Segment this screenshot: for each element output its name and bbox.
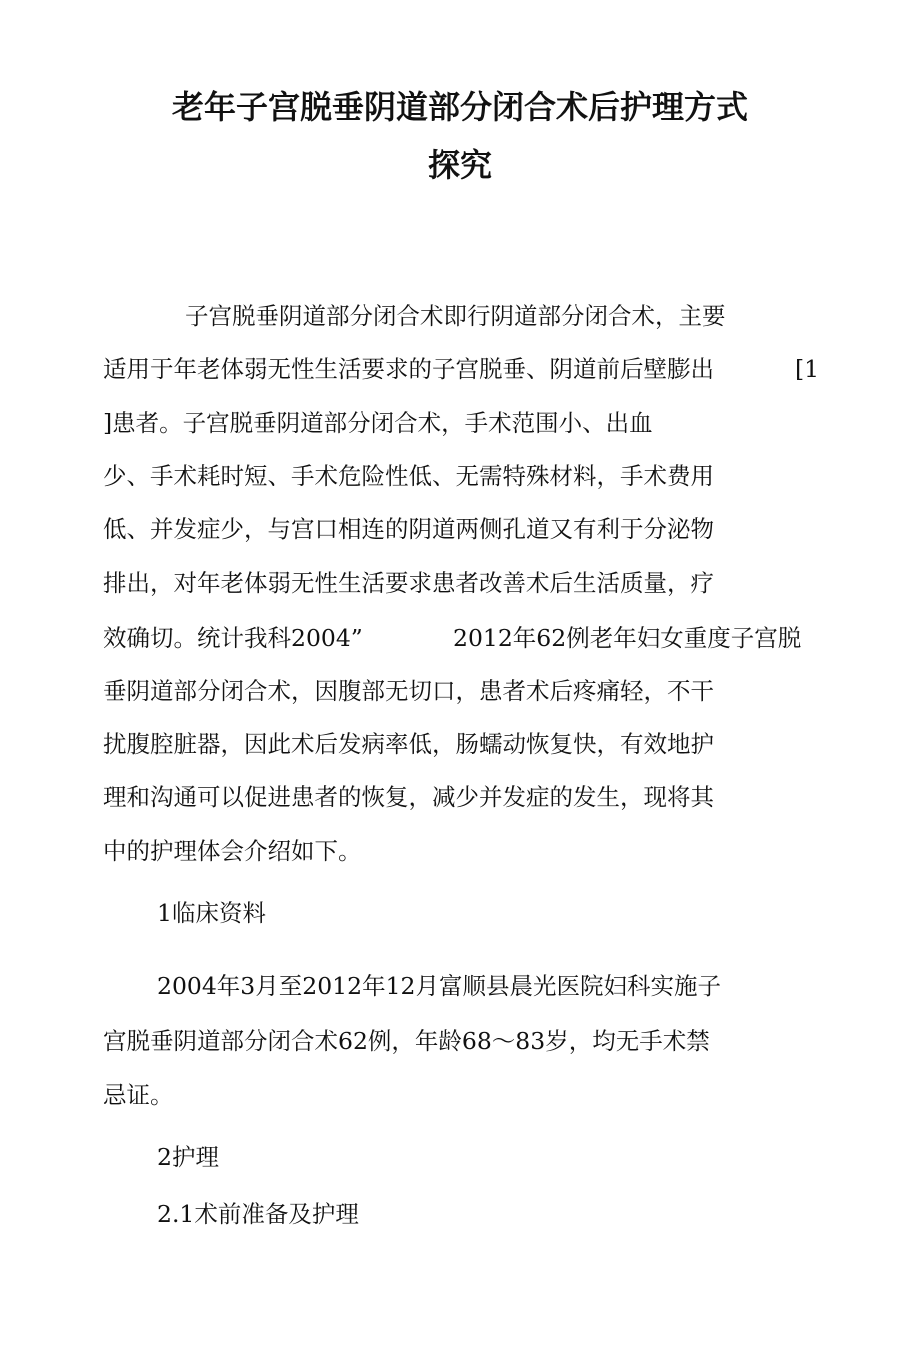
section-heading-preop-nursing: 2.1术前准备及护理: [157, 1200, 359, 1228]
paragraph-line: 2004年3月至2012年12月富顺县晨光医院妇科实施子: [157, 972, 721, 1000]
paragraph-line: ]患者。子宫脱垂阴道部分闭合术，手术范围小、出血: [103, 409, 653, 437]
citation-fragment: [1: [795, 355, 820, 383]
paragraph-line: 排出，对年老体弱无性生活要求患者改善术后生活质量，疗: [103, 569, 714, 597]
paragraph-line: 宫脱垂阴道部分闭合术62例，年龄68～83岁，均无手术禁: [103, 1027, 710, 1055]
document-title-line-2: 探究: [427, 146, 492, 184]
paragraph-line: 理和沟通可以促进患者的恢复，减少并发症的发生，现将其: [103, 783, 714, 811]
section-heading-clinical-data: 1临床资料: [157, 899, 266, 927]
paragraph-line: 中的护理体会介绍如下。: [103, 837, 362, 865]
paragraph-line: 少、手术耗时短、手术危险性低、无需特殊材料，手术费用: [103, 462, 714, 490]
paragraph-line: 低、并发症少，与宫口相连的阴道两侧孔道又有利于分泌物: [103, 515, 714, 543]
section-heading-nursing: 2护理: [157, 1143, 219, 1171]
paragraph-line: 扰腹腔脏器，因此术后发病率低，肠蠕动恢复快，有效地护: [103, 730, 714, 758]
paragraph-line: 垂阴道部分闭合术，因腹部无切口，患者术后疼痛轻，不干: [103, 677, 714, 705]
paragraph-line-continuation: 2012年62例老年妇女重度子宫脱: [453, 624, 802, 652]
paragraph-line: 效确切。统计我科2004”: [103, 624, 363, 652]
paragraph-line: 适用于年老体弱无性生活要求的子宫脱垂、阴道前后壁膨出: [103, 355, 714, 383]
paragraph-line: 子宫脱垂阴道部分闭合术即行阴道部分闭合术，主要: [185, 302, 726, 330]
document-title-line-1: 老年子宫脱垂阴道部分闭合术后护理方式: [171, 88, 748, 126]
paragraph-line: 忌证。: [103, 1081, 174, 1109]
